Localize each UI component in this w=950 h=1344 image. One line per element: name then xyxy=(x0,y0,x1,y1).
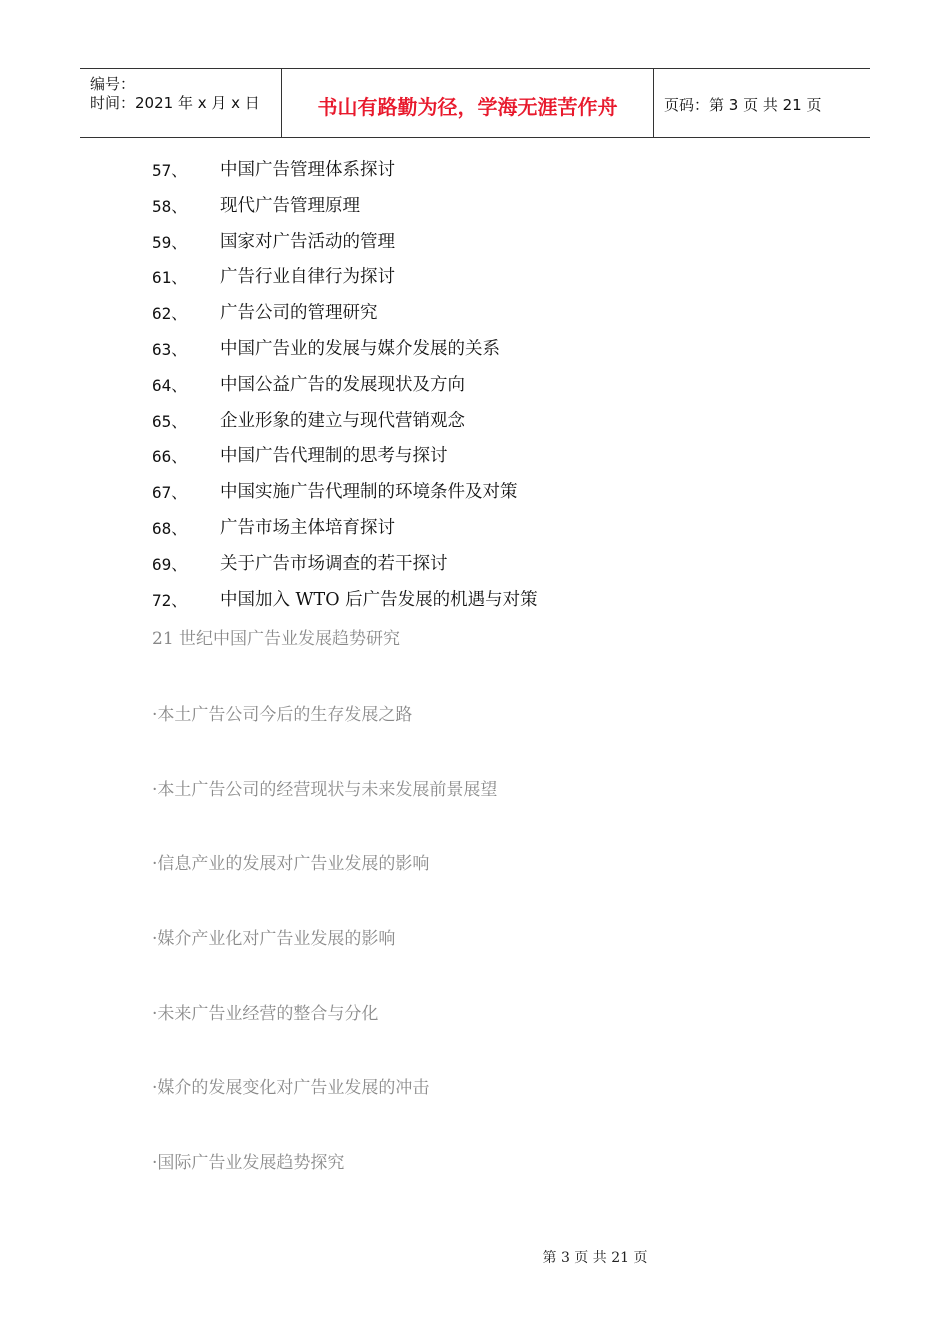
trend-item: ·本土广告公司今后的生存发展之路 xyxy=(152,705,413,725)
item-text: 广告公司的管理研究 xyxy=(220,303,378,324)
item-text: 关于广告市场调查的若干探讨 xyxy=(220,553,448,574)
trend-item: ·国际广告业发展趋势探究 xyxy=(152,1153,345,1173)
list-item xyxy=(152,439,538,475)
list-item xyxy=(152,511,538,547)
page-footer: 第 3 页 共 21 页 xyxy=(542,1250,648,1266)
item-text: 广告行业自律行为探讨 xyxy=(220,267,395,288)
list-item xyxy=(152,368,538,404)
topic-list xyxy=(152,153,538,618)
item-number: 65、 xyxy=(152,411,188,431)
page-header xyxy=(80,68,870,138)
header-meta xyxy=(80,69,282,137)
trend-item: ·媒介的发展变化对广告业发展的冲击 xyxy=(152,1078,430,1098)
header-page-info: 页码：第 3 页 共 21 页 xyxy=(664,95,822,114)
list-item xyxy=(152,153,538,189)
number-label: 编号： xyxy=(90,75,136,93)
item-number: 66、 xyxy=(152,447,188,467)
item-number: 59、 xyxy=(152,232,188,252)
item-text: 中国广告业的发展与媒介发展的关系 xyxy=(220,338,500,359)
item-number: 62、 xyxy=(152,304,188,324)
list-item xyxy=(152,260,538,296)
item-text: 中国广告管理体系探讨 xyxy=(220,160,395,180)
list-item xyxy=(152,225,538,261)
trend-section-title: 21 世纪中国广告业发展趋势研究 xyxy=(152,629,401,649)
item-text: 企业形象的建立与现代营销观念 xyxy=(220,410,465,431)
item-number: 64、 xyxy=(152,375,188,395)
list-item xyxy=(152,332,538,368)
item-number: 69、 xyxy=(152,554,188,574)
list-item xyxy=(152,547,538,583)
trend-item: ·媒介产业化对广告业发展的影响 xyxy=(152,929,396,949)
list-item xyxy=(152,189,538,225)
item-text: 中国加入 WTO 后广告发展的机遇与对策 xyxy=(220,589,538,610)
item-number: 72、 xyxy=(152,590,188,610)
item-number: 68、 xyxy=(152,518,188,538)
time-label: 时间：2021 年 x 月 x 日 xyxy=(90,94,260,112)
list-item xyxy=(152,475,538,511)
item-text: 现代广告管理原理 xyxy=(220,195,360,216)
list-item xyxy=(152,404,538,440)
item-text: 中国公益广告的发展现状及方向 xyxy=(220,374,465,395)
trend-item: ·信息产业的发展对广告业发展的影响 xyxy=(152,854,430,874)
item-text: 国家对广告活动的管理 xyxy=(220,231,395,252)
item-number: 67、 xyxy=(152,483,188,503)
item-number: 58、 xyxy=(152,196,188,216)
item-text: 中国广告代理制的思考与探讨 xyxy=(220,446,448,467)
trend-item: ·本土广告公司的经营现状与未来发展前景展望 xyxy=(152,780,498,800)
list-item xyxy=(152,583,538,619)
item-text: 中国实施广告代理制的环境条件及对策 xyxy=(220,482,518,503)
item-number: 63、 xyxy=(152,339,188,359)
trend-item: ·未来广告业经营的整合与分化 xyxy=(152,1004,379,1024)
item-number: 61、 xyxy=(152,268,188,288)
item-text: 广告市场主体培育探讨 xyxy=(220,517,395,538)
list-item xyxy=(152,296,538,332)
item-number: 57、 xyxy=(152,161,188,180)
header-motto: 书山有路勤为径，学海无涯苦作舟 xyxy=(282,69,654,137)
